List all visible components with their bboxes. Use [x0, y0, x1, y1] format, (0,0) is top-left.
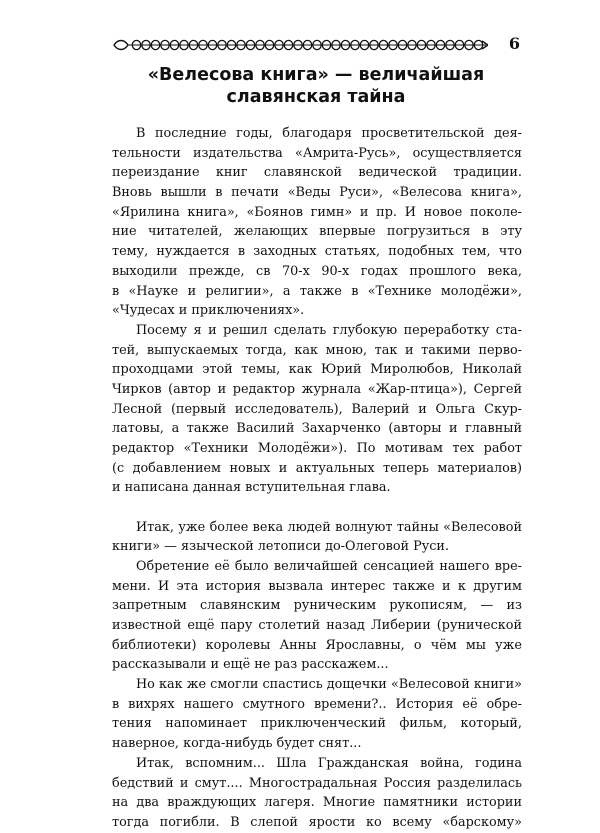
- text-line: на два враждующих лагеря. Многие памятники истории: [112, 795, 522, 811]
- body-text: [112, 124, 522, 833]
- rope-ornament-icon: [112, 38, 488, 52]
- text-line: ние читателей, желающих впервые погрузиться в эту: [112, 224, 522, 240]
- text-line: Итак, вспомним... Шла Гражданская война, година: [136, 755, 522, 771]
- paragraph: [112, 557, 522, 675]
- chapter-title: [112, 64, 520, 108]
- text-line: тогда погибли. В слепой ярости ко всему «барскому»: [112, 814, 522, 830]
- chapter-title-line-2: славянская тайна: [226, 87, 406, 107]
- text-line: тему, нуждается в заходных статьях, подобных тем, что: [112, 244, 522, 260]
- text-line: редактор «Техники Молодёжи»). По мотивам тех работ: [112, 441, 522, 456]
- text-line: и написана данная вступительная глава.: [112, 480, 391, 496]
- text-line: Чирков (автор и редактор журнала «Жар-птица»), Сергей: [112, 381, 522, 397]
- text-line: выходили прежде, св 70-х 90-х годах прошлого века,: [112, 263, 522, 279]
- text-line: проходцами этой темы, как Юрий Миролюбов, Николай: [112, 362, 522, 378]
- text-line: тения напоминает приключенческий фильм, который,: [112, 716, 522, 732]
- text-line: рассказывали и ещё не раз расскажем...: [112, 657, 389, 673]
- text-line: наверное, когда-нибудь будет снят...: [112, 736, 362, 752]
- text-line: В последние годы, благодаря просветительской дея-: [136, 126, 522, 141]
- text-line: (с добавлением новых и актуальных теперь материалов): [112, 460, 522, 476]
- text-line: латовы, а также Василий Захарченко (авторы и главный: [112, 421, 522, 437]
- text-line: в вихрях нашего смутного времени?.. История её обре-: [112, 696, 522, 712]
- text-line: библиотеки) королевы Анны Ярославны, о чём мы уже: [112, 637, 522, 653]
- text-line: книги» — языческой летописи до-Олеговой Руси.: [112, 539, 450, 555]
- paragraph: [112, 754, 522, 833]
- text-line: Обретение её было величайшей сенсацией нашего вре-: [136, 558, 522, 574]
- paragraph: [112, 518, 522, 557]
- section-gap: [112, 498, 522, 518]
- page-number: 6: [508, 34, 520, 53]
- text-line: мени. И эта история вызвала интерес также и к другим: [112, 578, 522, 594]
- paragraph: [112, 675, 522, 754]
- text-line: Посему я и решил сделать глубокую переработку ста-: [136, 322, 522, 338]
- text-line: бедствий и смут.... Многострадальная Россия разделилась: [112, 775, 522, 791]
- text-line: «Ярилина книга», «Боянов гимн» и пр. И новое поколе-: [112, 204, 522, 220]
- paragraph: [112, 321, 522, 498]
- text-line: «Чудесах и приключениях».: [112, 303, 305, 319]
- text-line: Вновь вышли в печати «Веды Руси», «Велесова книга»,: [112, 185, 522, 201]
- running-header: [112, 36, 520, 54]
- text-line: Но как же смогли спастись дощечки «Велесовой книги»: [136, 677, 522, 693]
- chapter-title-line-1: «Велесова книга» — величайшая: [147, 65, 485, 85]
- text-line: тельности издательства «Амрита-Русь», осуществляется: [112, 145, 522, 161]
- text-line: в «Науке и религии», а также в «Технике молодёжи»,: [112, 283, 522, 299]
- text-line: переиздание книг славянской ведической традиции.: [112, 165, 522, 181]
- text-line: тей, выпускаемых тогда, как мною, так и такими перво-: [112, 342, 522, 358]
- text-line: Итак, уже более века людей волнуют тайны «Велесовой: [136, 519, 522, 535]
- text-line: запретным славянским руническим рукописям, — из: [112, 598, 522, 614]
- text-line: известной ещё пару столетий назад Либерии (рунической: [112, 618, 522, 633]
- text-line: Лесной (первый исследователь), Валерий и Ольга Скур-: [112, 401, 522, 417]
- paragraph: [112, 124, 522, 321]
